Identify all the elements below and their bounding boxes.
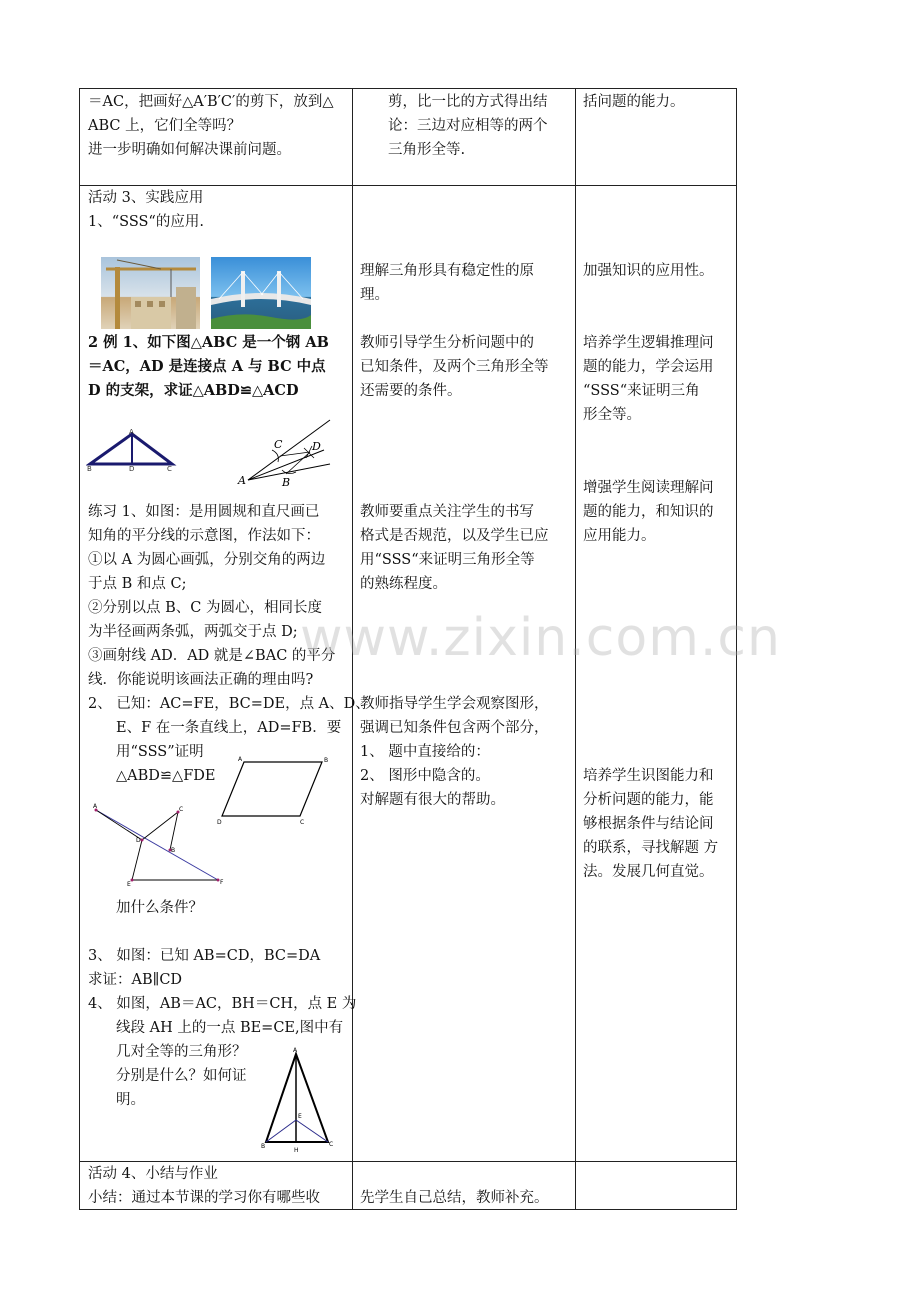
q4-line: 4、 如图，AB＝AC，BH＝CH，点 E 为 [88, 996, 357, 1012]
activity3-right3: 题的能力，和知识的 [583, 504, 714, 520]
activity3-mid4: 强调已知条件包含两个部分， [360, 720, 549, 736]
fig1-label-b: B [87, 465, 92, 473]
activity4-summary: 小结：通过本节课的学习你有哪些收 [88, 1190, 320, 1206]
parallelogram-figure [214, 752, 334, 828]
fig2-label-a: A [238, 474, 246, 486]
activity3-right2: 题的能力，学会运用 [583, 359, 714, 375]
fig1-label-a: A [129, 428, 134, 436]
row1-col2-line: 三角形全等. [388, 142, 466, 158]
fig5-label-h: H [294, 1147, 299, 1154]
row1-col1-line: ABC 上，它们全等吗？ [88, 118, 242, 134]
example1-line: 2 例 1、如下图△ABC 是一个钢 AB [88, 334, 329, 351]
q2-extra: 加什么条件？ [116, 900, 203, 916]
q4-line: 明。 [116, 1092, 145, 1108]
activity3-mid4: 1、 题中直接给的： [360, 744, 490, 760]
exercise1-line: 为半径画两条弧，两弧交于点 D; [88, 624, 298, 640]
activity3-right3: 增强学生阅读理解问 [583, 480, 714, 496]
fig1-label-c: C [167, 465, 172, 473]
activity3-right4: 培养学生识图能力和 [583, 768, 714, 784]
q2-line: △ABD≌△FDE [116, 768, 216, 784]
activity3-right4: 的联系，寻找解题 方 [583, 840, 719, 856]
angle-bisector-figure [236, 414, 336, 486]
two-triangles-figure [90, 800, 230, 890]
activity3-right4: 法。发展几何直觉。 [583, 864, 714, 880]
fig5-label-c: C [329, 1141, 334, 1148]
activity3-right3: 应用能力。 [583, 528, 656, 544]
activity3-right4: 分析问题的能力，能 [583, 792, 714, 808]
exercise1-line: 线．你能说明该画法正确的理由吗? [88, 672, 314, 688]
activity3-mid4: 教师指导学生学会观察图形， [360, 696, 549, 712]
row1-col2-line: 剪，比一比的方式得出结 [388, 94, 548, 110]
row1-col1-line: ＝AC，把画好△A′B′C′的剪下，放到△ [88, 94, 334, 110]
activity3-mid1: 理解三角形具有稳定性的原 [360, 263, 534, 279]
q2-line: 用“SSS”证明 [116, 744, 204, 760]
exercise1-line: ③画射线 AD．AD 就是∠BAC 的平分 [88, 648, 336, 664]
activity3-right2: 培养学生逻辑推理问 [583, 335, 714, 351]
activity3-right2: “SSS“来证明三角 [583, 383, 700, 399]
fig4-label-c: C [300, 819, 305, 826]
activity3-sub1: 1、“SSS“的应用. [88, 214, 204, 230]
activity3-mid4: 2、 图形中隐含的。 [360, 768, 490, 784]
activity3-right2: 形全等。 [583, 407, 641, 423]
q4-line: 线段 AH 上的一点 BE=CE,图中有 [116, 1020, 344, 1036]
example1-line: D 的支架，求证△ABD≌△ACD [88, 382, 299, 399]
isosceles-triangle-figure [258, 1044, 338, 1156]
q3-line: 3、 如图：已知 AB=CD，BC=DA [88, 948, 321, 964]
activity3-right1: 加强知识的应用性。 [583, 263, 714, 279]
activity3-mid3: 用“SSS“来证明三角形全等 [360, 552, 535, 568]
exercise1-line: 于点 B 和点 C; [88, 576, 187, 592]
fig5-label-e: E [298, 1113, 302, 1120]
fig3-label-c: C [179, 806, 184, 813]
fig2-label-b: B [282, 476, 291, 486]
fig2-label-c: C [274, 438, 283, 451]
fig4-label-a: A [238, 756, 243, 763]
bridge-photo [211, 257, 311, 329]
row1-col2-line: 论：三边对应相等的两个 [388, 118, 548, 134]
fig3-label-a: A [93, 803, 98, 810]
activity3-mid2: 教师引导学生分析问题中的 [360, 335, 534, 351]
activity3-mid1: 理。 [360, 287, 389, 303]
row1-col3-line: 括问题的能力。 [583, 94, 685, 110]
fig3-label-d: D [136, 837, 141, 844]
activity3-title: 活动 3、实践应用 [88, 190, 204, 206]
activity3-mid3: 格式是否规范，以及学生已应 [360, 528, 549, 544]
exercise1-line: ①以 A 为圆心画弧，分别交角的两边 [88, 552, 326, 568]
activity4-title: 活动 4、小结与作业 [88, 1166, 218, 1182]
q4-line: 分别是什么？如何证 [116, 1068, 247, 1084]
fig5-label-b: B [261, 1143, 266, 1150]
activity3-mid3: 教师要重点关注学生的书写 [360, 504, 534, 520]
example1-line: ＝AC，AD 是连接点 A 与 BC 中点 [88, 358, 326, 375]
truss-triangle-figure [86, 428, 178, 474]
crane-photo [101, 257, 200, 329]
q2-line: 2、 已知：AC=FE，BC=DE，点 A、D、 [88, 696, 370, 712]
q4-line: 几对全等的三角形？ [116, 1044, 247, 1060]
activity4-mid: 先学生自己总结，教师补充。 [360, 1190, 549, 1206]
fig5-label-a: A [293, 1047, 298, 1054]
row1-col1-line: 进一步明确如何解决课前问题。 [88, 142, 291, 158]
exercise1-line: ②分别以点 B、C 为圆心，相同长度 [88, 600, 322, 616]
fig3-label-f: F [220, 879, 224, 886]
activity3-mid4: 对解题有很大的帮助。 [360, 792, 505, 808]
activity3-mid2: 已知条件，及两个三角形全等 [360, 359, 549, 375]
activity3-mid3: 的熟练程度。 [360, 576, 447, 592]
fig4-label-b: B [324, 757, 329, 764]
activity3-mid2: 还需要的条件。 [360, 383, 462, 399]
fig1-label-d: D [129, 465, 135, 473]
fig3-label-e: E [127, 881, 131, 888]
exercise1-line: 练习 1、如图：是用圆规和直尺画已 [88, 504, 320, 520]
q2-line: E、F 在一条直线上，AD=FB．要 [116, 720, 342, 736]
fig4-label-d: D [217, 819, 222, 826]
fig3-label-b: B [171, 847, 176, 854]
activity3-right4: 够根据条件与结论间 [583, 816, 714, 832]
fig2-label-d: D [312, 440, 321, 453]
watermark: www.zixin.com.cn [300, 608, 781, 668]
exercise1-line: 知角的平分线的示意图，作法如下： [88, 528, 320, 544]
q3-line: 求证：AB∥CD [88, 972, 183, 988]
